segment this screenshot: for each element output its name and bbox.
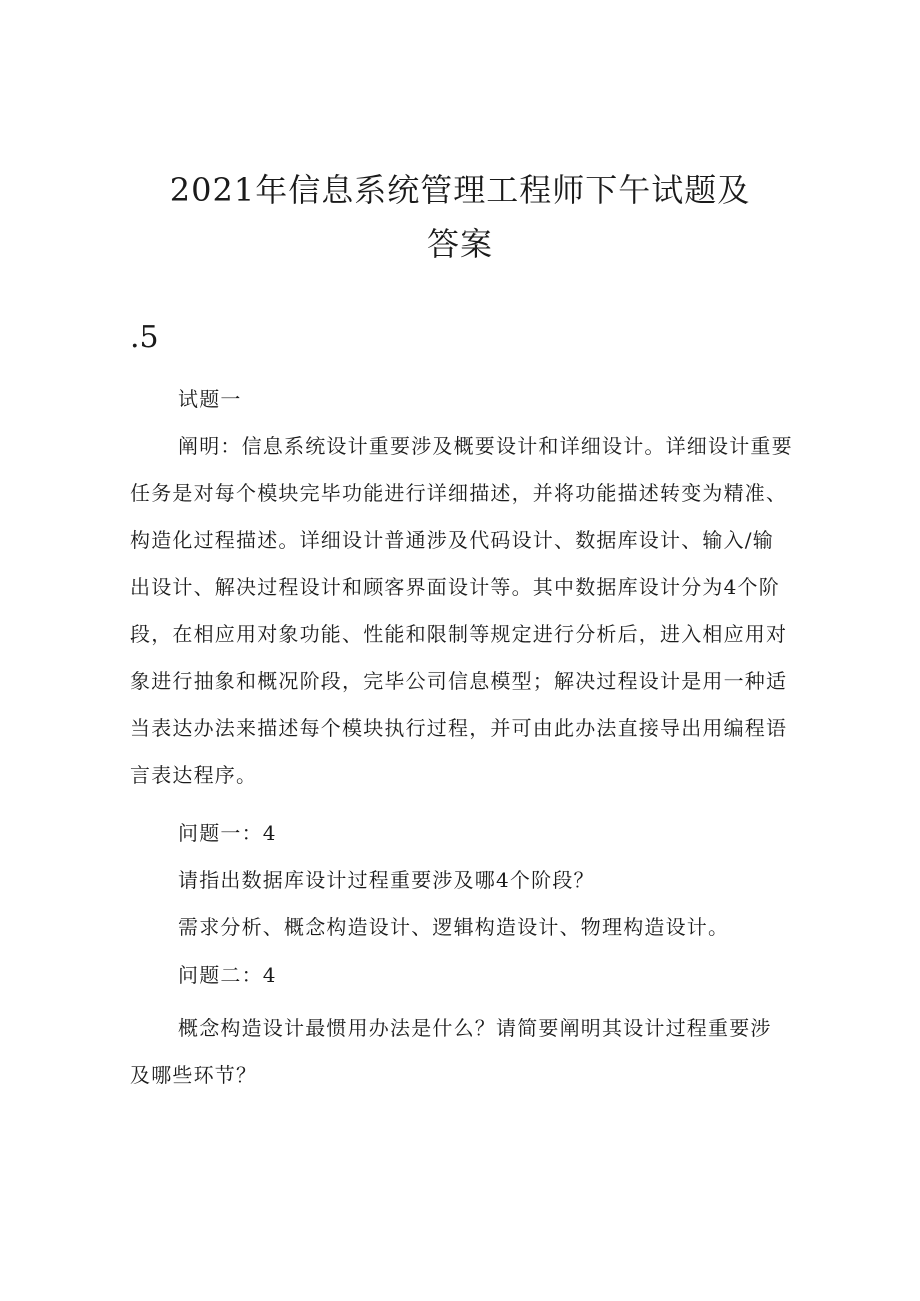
document-title-line-1: 2021年信息系统管理工程师下午试题及 [169, 171, 751, 209]
question-2-text-line: 概念构造设计最惯用办法是什么？请简要阐明其设计过程重要涉 [178, 1016, 772, 1040]
description-line: 言表达程序。 [130, 763, 258, 787]
description-line: 阐明：信息系统设计重要涉及概要设计和详细设计。详细设计重要 [178, 434, 793, 458]
document-title-line-2: 答案 [426, 225, 493, 263]
section-number: .5 [130, 320, 159, 355]
description-line: 出设计、解决过程设计和顾客界面设计等。其中数据库设计分为4个阶 [130, 575, 780, 599]
question-1-label: 问题一：4 [178, 821, 277, 845]
description-line: 象进行抽象和概况阶段，完毕公司信息模型；解决过程设计是用一种适 [130, 669, 788, 693]
description-line: 构造化过程描述。详细设计普通涉及代码设计、数据库设计、输入/输 [130, 528, 774, 552]
description-line: 任务是对每个模块完毕功能进行详细描述，并将功能描述转变为精准、 [130, 481, 788, 505]
question-2-text-line: 及哪些环节？ [130, 1063, 258, 1087]
description-line: 段，在相应用对象功能、性能和限制等规定进行分析后，进入相应用对 [130, 622, 788, 646]
question-1-text: 请指出数据库设计过程重要涉及哪4个阶段？ [178, 868, 595, 892]
description-line: 当表达办法来描述每个模块执行过程，并可由此办法直接导出用编程语 [130, 716, 788, 740]
question-1-answer: 需求分析、概念构造设计、逻辑构造设计、物理构造设计。 [178, 915, 730, 939]
question-2-label: 问题二：4 [178, 963, 277, 987]
question-heading: 试题一 [178, 387, 242, 411]
